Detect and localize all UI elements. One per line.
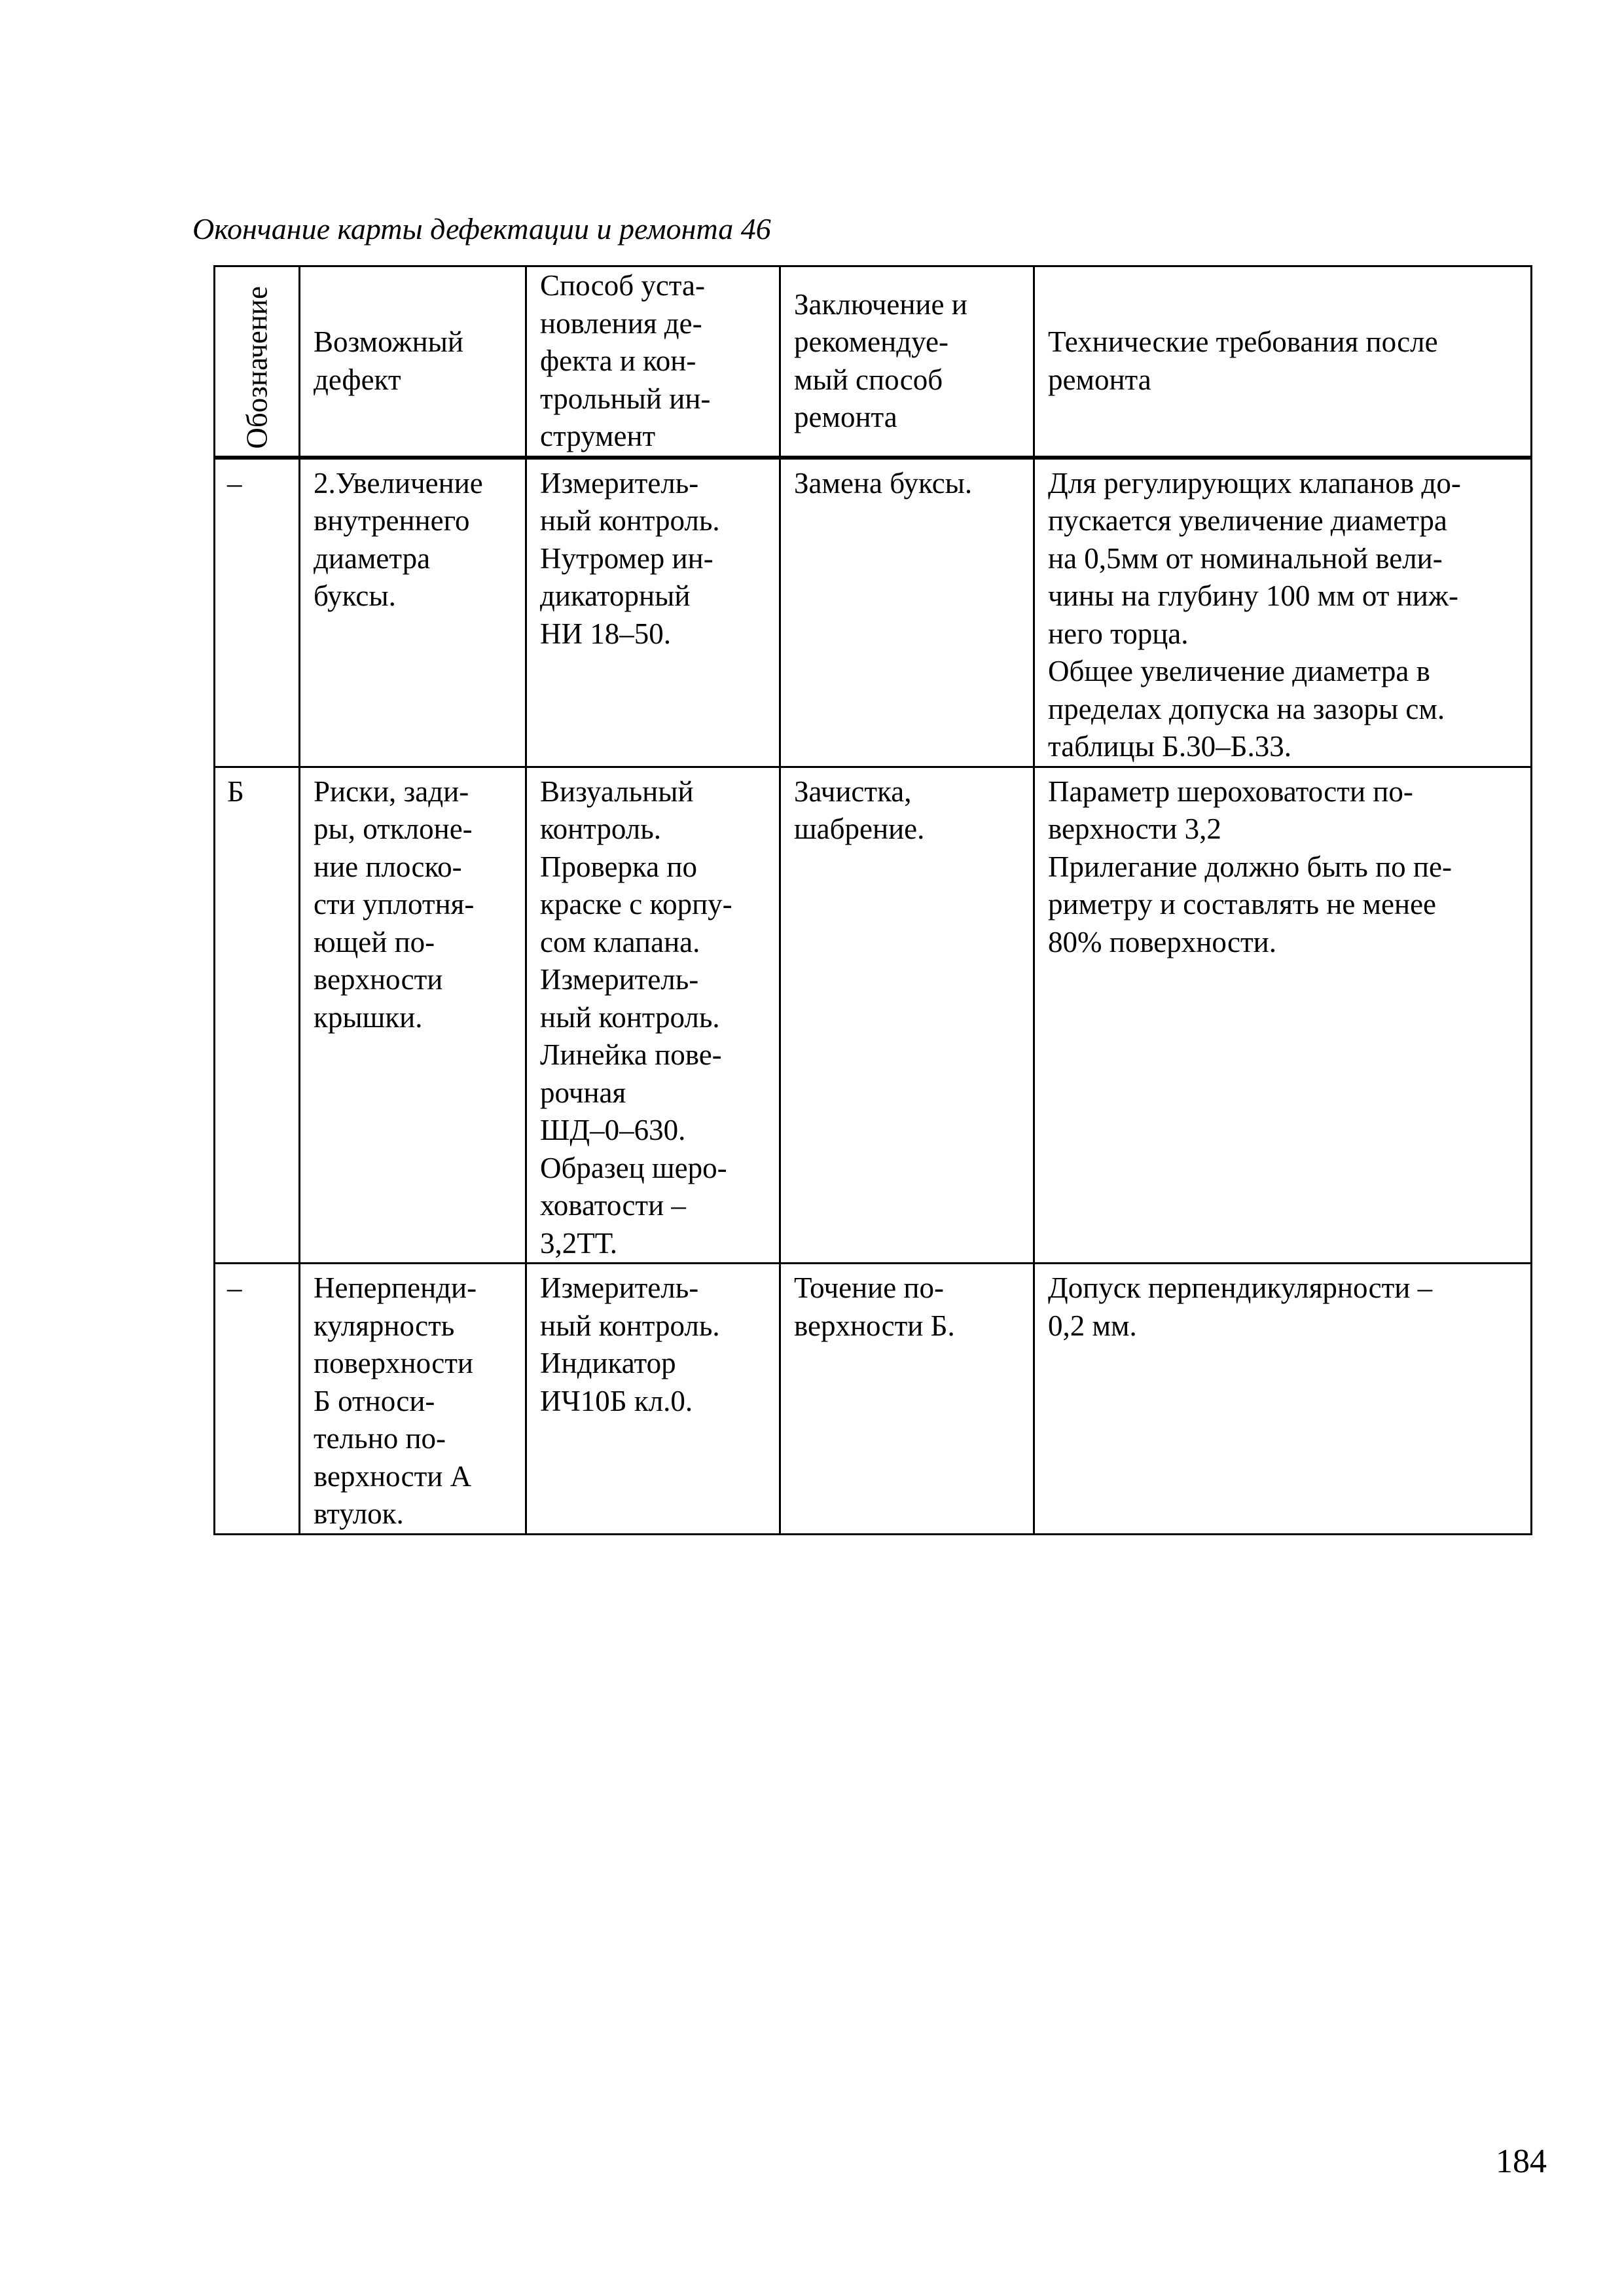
cell-method xyxy=(526,458,780,767)
header-defect-line: Возможный xyxy=(314,325,463,359)
header-defect-line: дефект xyxy=(314,363,401,396)
cell-text-line: дикаторный xyxy=(540,579,691,612)
cell-text-line: Измеритель- xyxy=(540,1271,699,1304)
cell-text-line: Нутромер ин- xyxy=(540,541,713,575)
cell-text-line: диаметра xyxy=(314,541,431,575)
header-method-line: Способ уста- xyxy=(540,269,705,302)
header-method xyxy=(526,266,780,458)
cell-method xyxy=(526,1264,780,1535)
cell-text-line: 80% поверхности. xyxy=(1048,925,1276,958)
header-conclusion-line: Заключение и xyxy=(794,287,967,321)
cell-text-line: Общее увеличение диаметра в xyxy=(1048,655,1430,687)
cell-text-line: контроль. xyxy=(540,812,662,845)
cell-text-line: тельно по- xyxy=(314,1422,446,1455)
header-code-label: Обозначение xyxy=(240,285,273,449)
cell-code: Б xyxy=(215,767,300,1264)
cell-conclusion xyxy=(780,767,1034,1264)
cell-code: – xyxy=(215,1264,300,1535)
cell-text-line: НИ 18–50. xyxy=(540,617,671,650)
cell-text-line: ШД–0–630. xyxy=(540,1114,686,1146)
header-conclusion-line: мый способ xyxy=(794,363,943,396)
cell-text-line: втулок. xyxy=(314,1497,404,1530)
cell-text-line: Проверка по xyxy=(540,850,697,883)
cell-text-line: внутреннего xyxy=(314,504,470,537)
cell-conclusion xyxy=(780,1264,1034,1535)
header-conclusion xyxy=(780,266,1034,458)
cell-text-line: 2.Увеличение xyxy=(314,466,483,500)
cell-text-line: 3,2ТТ. xyxy=(540,1226,617,1260)
cell-text-line: Параметр шероховатости по- xyxy=(1048,774,1413,808)
cell-text-line: Зачистка, xyxy=(794,774,912,808)
cell-text-line: 0,2 мм. xyxy=(1048,1309,1137,1342)
cell-text-line: крышки. xyxy=(314,1000,423,1034)
cell-text-line: Риски, зади- xyxy=(314,774,469,808)
cell-text-line: ИЧ10Б кл.0. xyxy=(540,1384,693,1417)
table-caption: Окончание карты дефектации и ремонта 46 xyxy=(192,212,771,246)
cell-text-line: Индикатор xyxy=(540,1347,676,1379)
cell-text-line: Для регулирующих клапанов до- xyxy=(1048,466,1461,500)
cell-text-line: сом клапана. xyxy=(540,925,700,958)
header-requirements-line: Технические требования после xyxy=(1048,325,1438,359)
header-method-line: трольный ин- xyxy=(540,382,711,415)
cell-method xyxy=(526,767,780,1264)
header-conclusion-line: рекомендуе- xyxy=(794,325,948,359)
cell-text-line: Линейка пове- xyxy=(540,1038,722,1071)
cell-defect xyxy=(300,1264,526,1535)
cell-text-line: ный контроль. xyxy=(540,1000,720,1034)
cell-text-line: Измеритель- xyxy=(540,466,699,500)
cell-requirements xyxy=(1034,767,1532,1264)
header-code xyxy=(215,266,300,458)
cell-text-line: Замена буксы. xyxy=(794,466,973,500)
cell-text-line: Прилегание должно быть по пе- xyxy=(1048,850,1452,883)
header-requirements xyxy=(1034,266,1532,458)
page-number: 184 xyxy=(1496,2143,1547,2180)
cell-text-line: сти уплотня- xyxy=(314,888,475,920)
cell-text-line: пускается увеличение диаметра xyxy=(1048,504,1447,537)
cell-text-line: верхности 3,2 xyxy=(1048,812,1221,845)
header-method-line: струмент xyxy=(540,420,656,452)
header-defect xyxy=(300,266,526,458)
cell-text-line: ный контроль. xyxy=(540,1309,720,1342)
cell-defect xyxy=(300,458,526,767)
cell-text-line: Допуск перпендикулярности – xyxy=(1048,1271,1433,1304)
cell-text-line: шабрение. xyxy=(794,812,925,845)
cell-text-line: Точение по- xyxy=(794,1271,944,1304)
cell-text-line: верхности А xyxy=(314,1459,472,1493)
cell-code: – xyxy=(215,458,300,767)
header-requirements-line: ремонта xyxy=(1048,363,1151,396)
cell-text-line: ховатости – xyxy=(540,1189,686,1222)
cell-text-line: таблицы Б.30–Б.33. xyxy=(1048,730,1291,763)
cell-text-line: Визуальный xyxy=(540,774,694,808)
cell-text-line: ный контроль. xyxy=(540,504,720,537)
header-conclusion-line: ремонта xyxy=(794,401,897,434)
cell-text-line: ры, отклоне- xyxy=(314,812,473,845)
cell-text-line: Измеритель- xyxy=(540,963,699,996)
cell-text-line: верхности xyxy=(314,963,443,996)
cell-text-line: Б относи- xyxy=(314,1384,435,1417)
cell-conclusion xyxy=(780,458,1034,767)
table-row xyxy=(215,767,1532,1264)
cell-text-line: рочная xyxy=(540,1076,626,1109)
cell-defect xyxy=(300,767,526,1264)
cell-text-line: него торца. xyxy=(1048,617,1189,650)
cell-text-line: Неперпенди- xyxy=(314,1271,477,1304)
cell-requirements xyxy=(1034,1264,1532,1535)
cell-text-line: чины на глубину 100 мм от ниж- xyxy=(1048,579,1458,612)
cell-text-line: ющей по- xyxy=(314,925,435,958)
cell-text-line: буксы. xyxy=(314,579,396,612)
table-row xyxy=(215,1264,1532,1535)
cell-text-line: Образец шеро- xyxy=(540,1151,727,1184)
defect-repair-table xyxy=(213,265,1532,1535)
header-method-line: новления де- xyxy=(540,306,702,340)
cell-text-line: поверхности xyxy=(314,1347,473,1379)
cell-text-line: верхности Б. xyxy=(794,1309,955,1342)
cell-text-line: ние плоско- xyxy=(314,850,462,883)
header-method-line: фекта и кон- xyxy=(540,344,696,377)
cell-text-line: кулярность xyxy=(314,1309,455,1342)
cell-text-line: пределах допуска на зазоры см. xyxy=(1048,692,1445,725)
cell-text-line: на 0,5мм от номинальной вели- xyxy=(1048,541,1443,575)
cell-text-line: риметру и составлять не менее xyxy=(1048,888,1437,920)
table-row xyxy=(215,458,1532,767)
cell-requirements xyxy=(1034,458,1532,767)
cell-text-line: краске с корпу- xyxy=(540,888,732,920)
table-header-row xyxy=(215,266,1532,458)
